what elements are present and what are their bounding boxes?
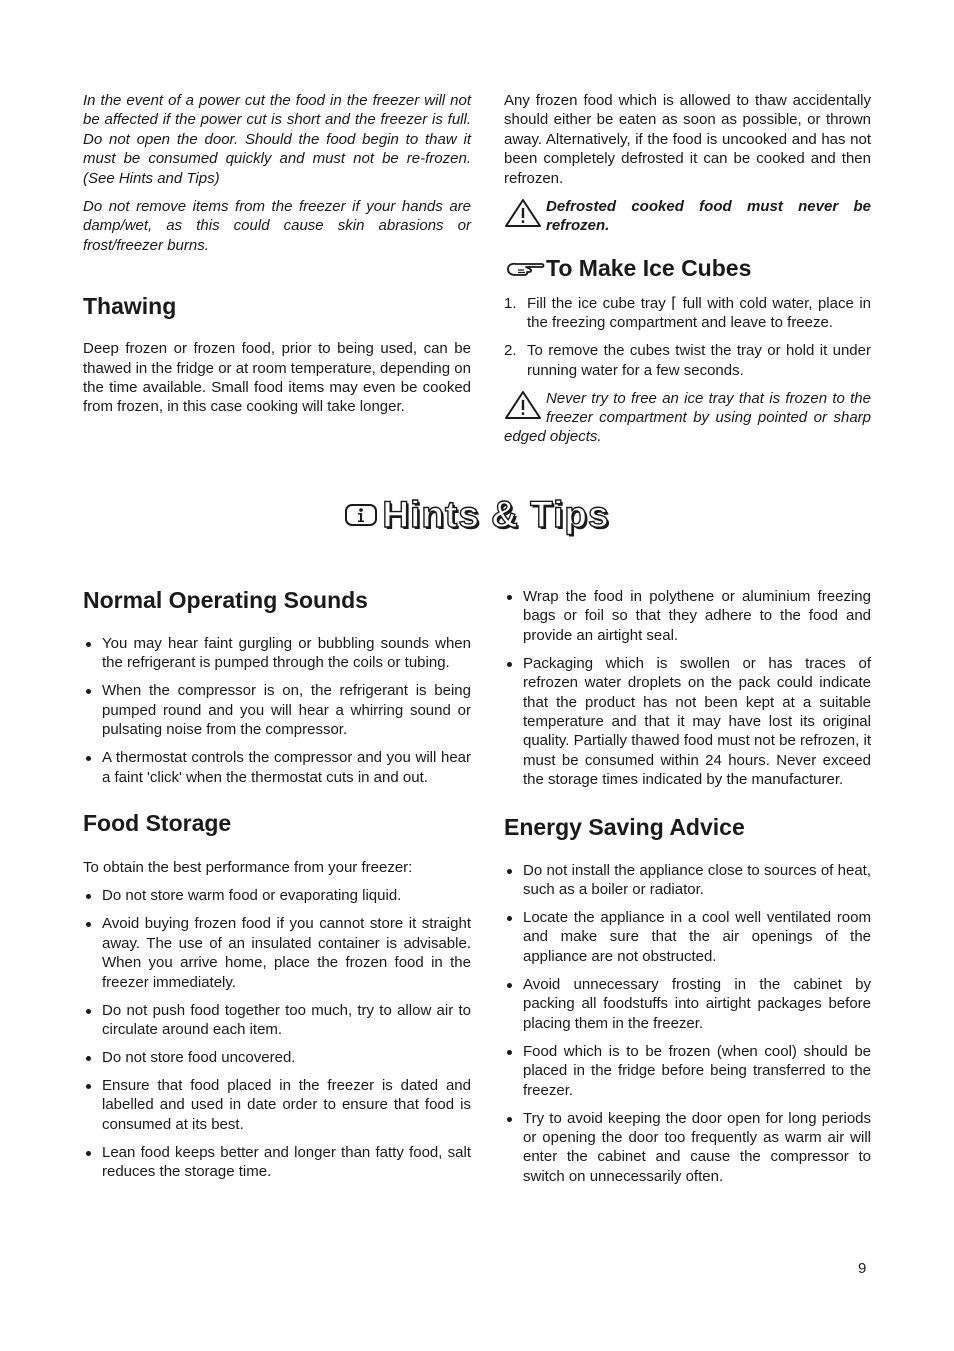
- storage-heading: Food Storage: [83, 810, 232, 837]
- list-item: Locate the appliance in a cool well ventilated room and make sure that the air openings of the appliance are not obstructed.: [504, 908, 871, 966]
- ice-heading-row: [504, 254, 871, 282]
- list-item: Avoid unnecessary frosting in the cabinet by packing all foodstuffs into airtight packages before placing them in the freezer.: [504, 975, 871, 1033]
- sounds-heading: Normal Operating Sounds: [83, 587, 368, 613]
- main-title-text: Hints & Tips: [382, 494, 610, 535]
- ice-warning-text: Never try to free an ice tray that is frozen to the freezer compartment by using pointed or sharp edged objects.: [504, 389, 871, 446]
- list-item: Try to avoid keeping the door open for long periods or opening the door too frequently as warm air will enter the cabinet and cause the compressor to switch on unnecessarily often.: [504, 1109, 871, 1187]
- ice-warning: [504, 389, 871, 447]
- list-item: Do not push food together too much, try to allow air to circulate around each item.: [83, 1001, 471, 1040]
- list-item: Wrap the food in polythene or aluminium freezing bags or foil so that they adhere to the food and provide an airtight seal.: [504, 587, 871, 645]
- list-item: A thermostat controls the compressor and you will hear a faint 'click' when the thermostat cuts in and out.: [83, 748, 471, 787]
- step-number: 1.: [504, 294, 517, 312]
- page-number: 9: [858, 1260, 867, 1277]
- top-left-column: [83, 91, 471, 417]
- thawing-text: Deep frozen or frozen food, prior to being used, can be thawed in the fridge or at room temperature, depending on the time available. Small food items may even be cooked from frozen, in this case cooking will take longer.: [83, 340, 471, 416]
- defrost-warning-text: Defrosted cooked food must never be refrozen.: [546, 198, 871, 235]
- step-text: Fill the ice cube tray ⌈ full with cold water, place in the freezing compartment and leave to freeze.: [527, 294, 871, 332]
- thaw-accident-text: Any frozen food which is allowed to thaw accidentally should either be eaten as soon as possible, or thrown away. Alternatively, if the food is uncooked and has not been completely defrosted it can be cooked and then refrozen.: [504, 92, 871, 187]
- list-item: When the compressor is on, the refrigerant is being pumped round and you will hear a whirring sound or pulsating noise from the compressor.: [83, 681, 471, 739]
- warning-triangle-icon: [504, 198, 546, 230]
- list-item: Food which is to be frozen (when cool) should be placed in the fridge before being transferred to the freezer.: [504, 1042, 871, 1100]
- ice-heading: To Make Ice Cubes: [546, 254, 752, 281]
- step-text: To remove the cubes twist the tray or hold it under running water for a few seconds.: [527, 342, 871, 379]
- list-item: Do not install the appliance close to sources of heat, such as a boiler or radiator.: [504, 861, 871, 900]
- storage-intro: To obtain the best performance from your freezer:: [83, 859, 413, 877]
- list-item: Lean food keeps better and longer than fatty food, salt reduces the storage time.: [83, 1143, 471, 1182]
- list-item: Avoid buying frozen food if you cannot store it straight away. The use of an insulated container is advisable. When you arrive home, place the frozen food in the freezer immediately.: [83, 914, 471, 992]
- warning-triangle-icon: [504, 390, 546, 422]
- top-right-column: [504, 91, 871, 447]
- bottom-left-column: [83, 586, 471, 1190]
- sounds-list: [83, 634, 471, 787]
- wet-hands-note: Do not remove items from the freezer if your hands are damp/wet, as this could cause skin abrasions or frost/freezer burns.: [83, 198, 471, 254]
- thawing-heading: Thawing: [83, 293, 177, 320]
- energy-list: [504, 861, 871, 1186]
- defrost-warning: [504, 197, 871, 236]
- energy-heading: Energy Saving Advice: [504, 813, 745, 840]
- list-item: [504, 341, 871, 380]
- list-item: [504, 294, 871, 333]
- info-icon: [344, 502, 378, 528]
- bottom-right-column: [504, 587, 871, 1195]
- list-item: Packaging which is swollen or has traces of refrozen water droplets on the pack could indicate that the product has not been kept at a suitable temperature and that it may have lost its original quality. Partially thawed food must not be refrozen, it must be consumed within 24 hours. Never exceed the storage times indicated by the manufacturer.: [504, 654, 871, 790]
- step-number: 2.: [504, 342, 517, 360]
- pointing-hand-icon: [504, 257, 546, 279]
- power-cut-note: In the event of a power cut the food in the freezer will not be affected if the power cut is short and the freezer is full. Do not open the door. Should the food begin to thaw it must be consumed quickly and must not be re-frozen. (See Hints and Tips): [83, 92, 471, 187]
- list-item: Do not store warm food or evaporating liquid.: [83, 886, 471, 905]
- storage-list: [83, 886, 471, 1181]
- list-item: Ensure that food placed in the freezer is dated and labelled and used in date order to ensure that food is consumed at its best.: [83, 1076, 471, 1134]
- list-item: Do not store food uncovered.: [83, 1048, 471, 1067]
- list-item: You may hear faint gurgling or bubbling sounds when the refrigerant is pumped through the coils or tubing.: [83, 634, 471, 673]
- page-title: [0, 494, 954, 536]
- storage-cont-list: [504, 587, 871, 790]
- ice-steps-list: [504, 294, 871, 380]
